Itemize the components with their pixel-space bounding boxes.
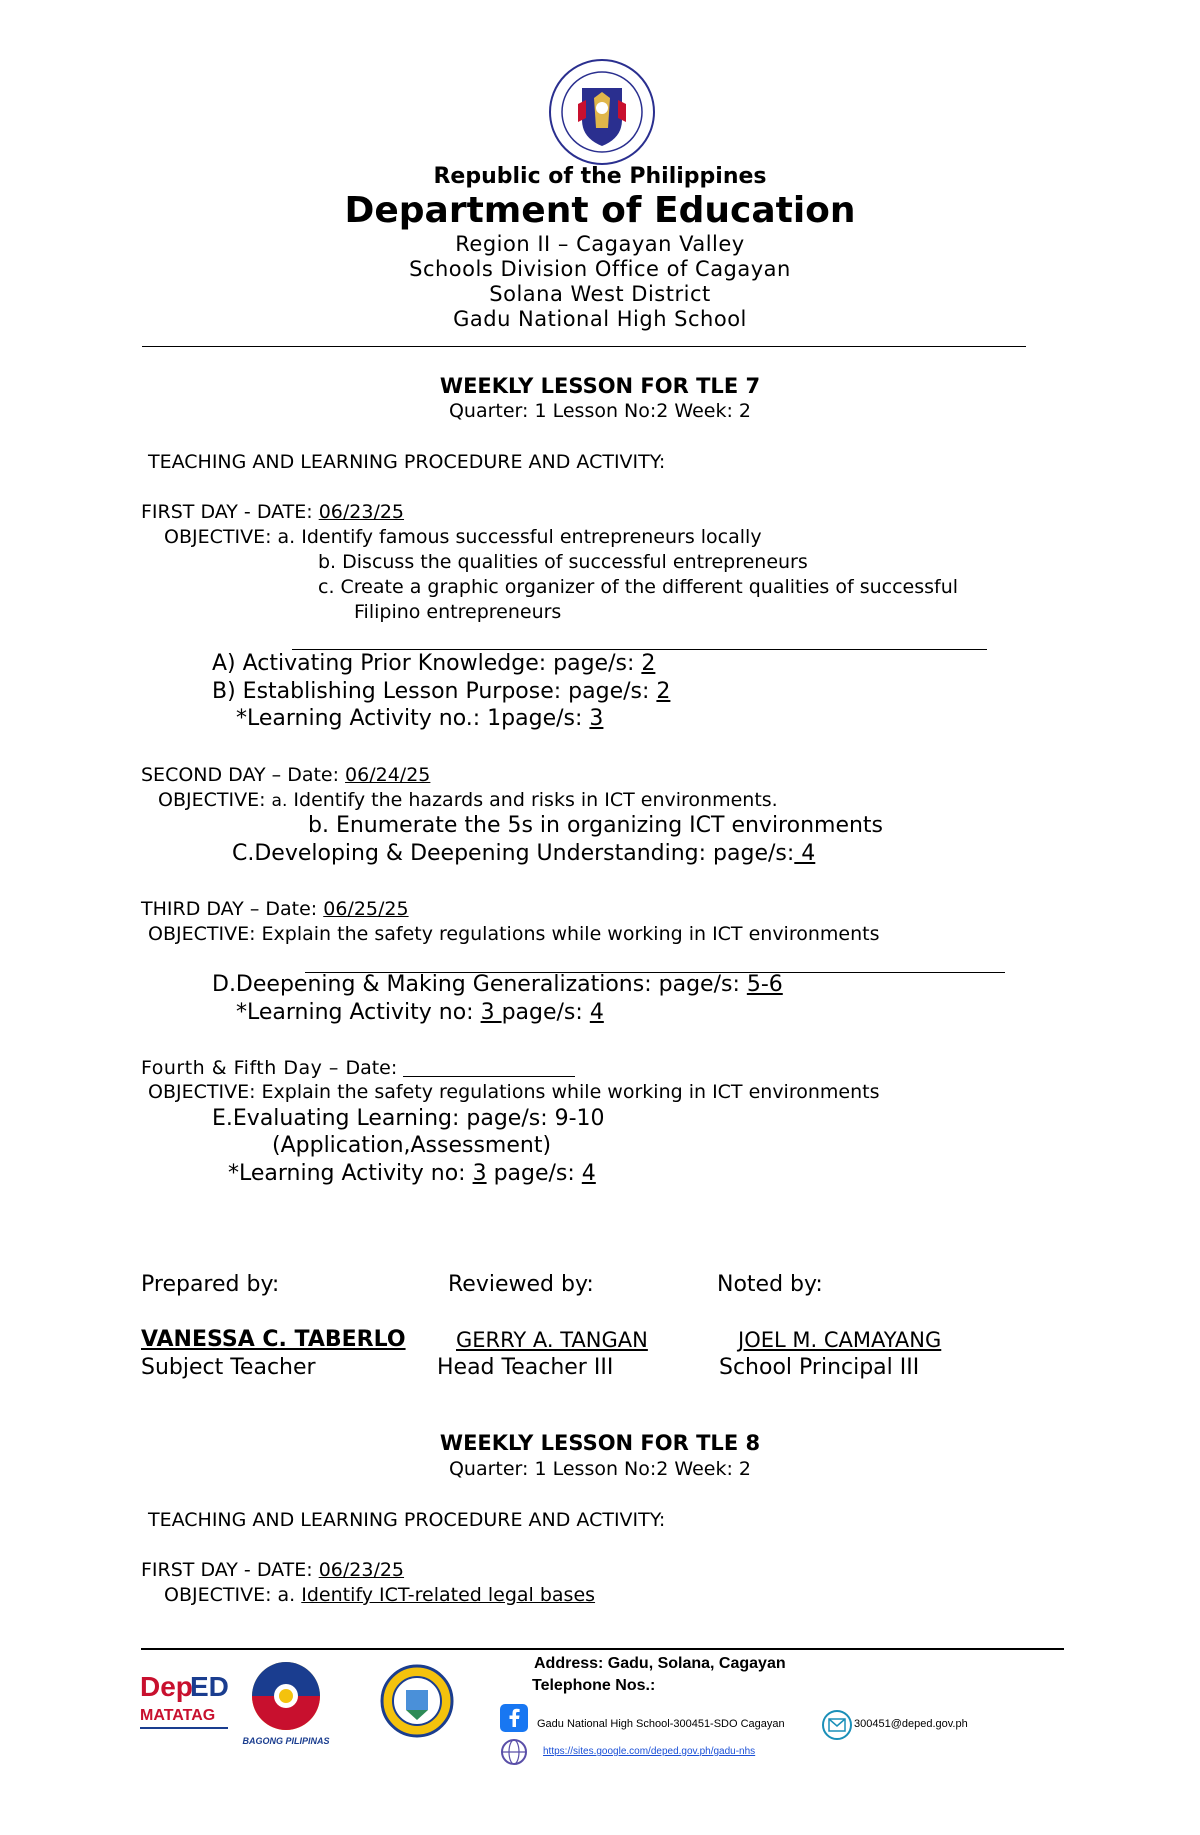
objective-a-prefix: a. [277,1584,296,1606]
day1-date-label: DATE: [256,501,319,523]
item-c-page: 4 [794,841,816,866]
item-b-label: B) Establishing Lesson Purpose: page/s: [212,679,657,704]
school-line: Gadu National High School [453,307,747,331]
day45-date-blank [403,1056,575,1077]
division-line: Schools Division Office of Cagayan [409,257,791,281]
email-icon[interactable] [822,1710,852,1740]
activity-mid: page/s: [486,1161,582,1186]
svg-text:BAGONG PILIPINAS: BAGONG PILIPINAS [242,1736,330,1746]
tle7-item-b [212,679,670,704]
tle7-day2-line [141,764,430,786]
objective-label: OBJECTIVE: [148,923,256,945]
tle8-quarter-line: Quarter: 1 Lesson No:2 Week: 2 [448,1458,752,1480]
reviewed-name: GERRY A. TANGAN [456,1328,648,1352]
objective-a-text: Identify famous successful entrepreneurs locally [301,526,762,548]
footer-address: Address: Gadu, Solana, Cagayan [534,1655,786,1672]
activity-label: *Learning Activity no.: 1page/s: [236,706,590,731]
tle7-day3-activity [236,1000,604,1025]
day45-date-label: Date: [345,1057,404,1079]
day3-date-label: Date: [265,898,324,920]
tle7-item-e-sub: (Application,Assessment) [272,1133,552,1158]
day1-label: FIRST DAY - [141,1559,257,1581]
tle7-day2-objective-a [158,789,778,811]
tle7-title: WEEKLY LESSON FOR TLE 7 [439,374,761,398]
svg-text:Dep: Dep [140,1671,193,1702]
tle7-day1-objective-a [164,526,762,548]
tle7-day1-objective-c2: Filipino entrepreneurs [354,601,562,623]
objective-a-prefix: a. [277,526,296,548]
day45-label: Fourth & Fifth Day – [141,1057,346,1079]
tle7-day1-activity [236,706,603,731]
noted-title: School Principal III [719,1355,920,1380]
region-line: Region II – Cagayan Valley [455,232,745,256]
activity-mid: page/s: [501,1000,590,1025]
noted-by-label: Noted by: [717,1272,823,1297]
tle7-item-e: E.Evaluating Learning: page/s: 9-10 [212,1106,605,1131]
tle7-quarter-line: Quarter: 1 Lesson No:2 Week: 2 [448,400,752,422]
tle7-day2-objective-b: b. Enumerate the 5s in organizing ICT environments [308,813,884,838]
item-d-label: D.Deepening & Making Generalizations: page/s: [212,972,747,997]
activity-page: 4 [581,1161,596,1186]
tle7-day45-objective [148,1081,880,1103]
prepared-title: Subject Teacher [141,1355,316,1380]
objective-a-text: Identify ICT-related legal bases [301,1584,596,1606]
reviewed-by-label: Reviewed by: [448,1272,594,1297]
activity-label: *Learning Activity no: [236,1000,481,1025]
prepared-name: VANESSA C. TABERLO [141,1327,406,1352]
tle7-day45-activity [228,1161,596,1186]
objective-label: OBJECTIVE: [158,789,266,811]
objective-text: Explain the safety regulations while working in ICT environments [261,923,880,945]
footer-facebook-text[interactable]: Gadu National High School-300451-SDO Cagayan [537,1718,785,1730]
noted-name: JOEL M. CAMAYANG [738,1328,942,1352]
day3-label: THIRD DAY – [141,898,266,920]
activity-label: *Learning Activity no: [228,1161,473,1186]
svg-text:ED: ED [190,1671,229,1702]
activity-no: 3 [472,1161,487,1186]
republic-line: Republic of the Philippines [433,164,767,189]
tle7-day3-objective [148,923,880,945]
day1-date: 06/23/25 [318,1559,405,1581]
activity-page: 3 [589,706,604,731]
day2-date-label: Date: [287,764,346,786]
tle7-item-a [212,651,655,676]
item-a-page: 2 [641,651,656,676]
activity-page: 4 [589,1000,604,1025]
tle7-day1-objective-b: b. Discuss the qualities of successful entrepreneurs [318,551,808,573]
tle8-title: WEEKLY LESSON FOR TLE 8 [439,1431,761,1455]
day2-date: 06/24/25 [345,764,431,786]
objective-label: OBJECTIVE: [164,526,272,548]
prepared-by-label: Prepared by: [141,1272,280,1297]
tle8-day1-objective-a [164,1584,595,1606]
day3-date: 06/25/25 [323,898,409,920]
deped-seal-logo [548,58,656,166]
objective-label: OBJECTIVE: [164,1584,272,1606]
objective-a-text: Identify the hazards and risks in ICT environments. [293,789,778,811]
reviewed-title: Head Teacher III [437,1355,614,1380]
objective-a-prefix: a. [271,791,288,811]
deped-matatag-logo [138,1660,232,1740]
tle7-item-d [212,972,783,997]
activity-no: 3 [480,1000,502,1025]
day1-date-label: DATE: [256,1559,319,1581]
footer-website-link[interactable]: https://sites.google.com/deped.gov.ph/gadu-nhs [543,1746,756,1757]
tle7-day1-line [141,501,404,523]
tle7-day3-line [141,898,409,920]
tle8-day1-line [141,1559,404,1581]
header-divider [142,346,1026,347]
objective-label: OBJECTIVE: [148,1081,256,1103]
school-seal-logo [380,1664,454,1738]
day2-label: SECOND DAY – [141,764,288,786]
tle7-day45-line [141,1056,575,1079]
item-c-label: C.Developing & Deepening Understanding: page/s: [232,841,795,866]
facebook-icon[interactable] [500,1704,528,1732]
footer-divider [141,1648,1064,1650]
footer-email-text[interactable]: 300451@deped.gov.ph [854,1718,968,1730]
item-a-label: A) Activating Prior Knowledge: page/s: [212,651,642,676]
website-icon[interactable] [500,1738,528,1766]
district-line: Solana West District [489,282,711,306]
tle7-procedure-heading: TEACHING AND LEARNING PROCEDURE AND ACTIVITY: [148,451,666,473]
objective-text: Explain the safety regulations while working in ICT environments [261,1081,880,1103]
tle7-day1-objective-c1: c. Create a graphic organizer of the different qualities of successful [318,576,959,598]
footer-telephone: Telephone Nos.: [532,1677,656,1694]
bagong-pilipinas-logo [238,1658,334,1748]
svg-text:MATATAG: MATATAG [140,1707,216,1724]
item-b-page: 2 [656,679,671,704]
day1-divider [292,649,987,650]
tle7-item-c [232,841,815,866]
day1-date: 06/23/25 [318,501,405,523]
item-d-page: 5-6 [746,972,783,997]
department-title: Department of Education [344,190,856,231]
day1-label: FIRST DAY - [141,501,257,523]
tle8-procedure-heading: TEACHING AND LEARNING PROCEDURE AND ACTIVITY: [148,1509,666,1531]
